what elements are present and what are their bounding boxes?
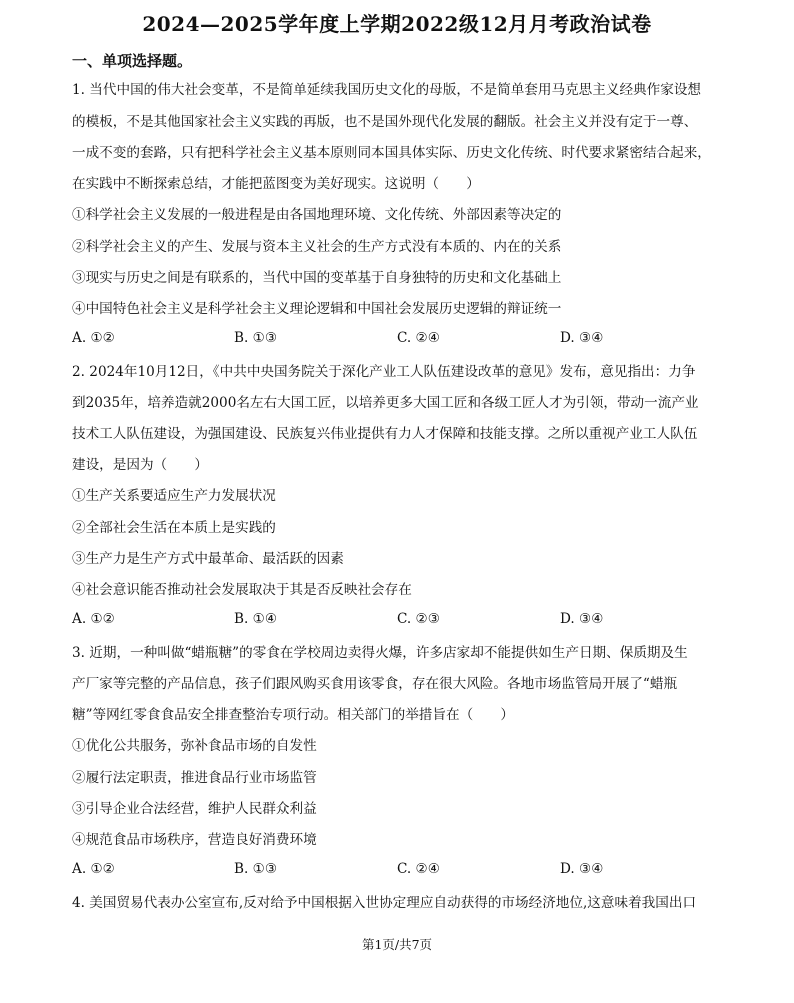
q2-option-b[interactable]: B. ①④ bbox=[234, 611, 278, 627]
q2-stem-line: 技术工人队伍建设，为强国建设、民族复兴伟业提供有力人才保障和技能支撑。之所以重视产业工人队伍 bbox=[72, 426, 698, 442]
q3-stem-line: 糖”等网红零食食品安全排查整治专项行动。相关部门的举措旨在（ ） bbox=[72, 707, 514, 723]
q1-stem-line: 的模板，不是其他国家社会主义实践的再版，也不是国外现代化发展的翻版。社会主义并没有定于一尊、 bbox=[72, 114, 698, 130]
q2-statement: ③生产力是生产方式中最革命、最活跃的因素 bbox=[72, 551, 344, 567]
q1-statement: ④中国特色社会主义是科学社会主义理论逻辑和中国社会发展历史逻辑的辩证统一 bbox=[72, 301, 562, 317]
section-heading: 一、单项选择题。 bbox=[72, 52, 193, 70]
q3-option-a[interactable]: A. ①② bbox=[72, 861, 115, 877]
q2-statement: ①生产关系要适应生产力发展状况 bbox=[72, 488, 276, 504]
q1-option-b[interactable]: B. ①③ bbox=[234, 330, 278, 346]
q1-stem-line: 一成不变的套路，只有把科学社会主义基本原则同本国具体实际、历史文化传统、时代要求紧密结合起来， bbox=[72, 145, 711, 161]
q2-options bbox=[72, 611, 732, 631]
q1-option-c[interactable]: C. ②④ bbox=[397, 330, 440, 346]
q3-option-c[interactable]: C. ②④ bbox=[397, 861, 440, 877]
q1-stem-line: 1. 当代中国的伟大社会变革，不是简单延续我国历史文化的母版，不是简单套用马克思主义经典作家设想 bbox=[72, 82, 702, 98]
q1-options bbox=[72, 330, 732, 350]
q1-statement: ①科学社会主义发展的一般进程是由各国地理环境、文化传统、外部因素等决定的 bbox=[72, 207, 562, 223]
q3-statement: ③引导企业合法经营，维护人民群众利益 bbox=[72, 801, 317, 817]
q3-statement: ②履行法定职责，推进食品行业市场监管 bbox=[72, 770, 317, 786]
q2-option-a[interactable]: A. ①② bbox=[72, 611, 115, 627]
q1-option-d[interactable]: D. ③④ bbox=[560, 330, 604, 346]
q1-option-a[interactable]: A. ①② bbox=[72, 330, 115, 346]
page-footer: 第1页/共7页 bbox=[361, 937, 433, 952]
q3-statement: ④规范食品市场秩序，营造良好消费环境 bbox=[72, 832, 317, 848]
q3-option-b[interactable]: B. ①③ bbox=[234, 861, 278, 877]
q1-stem-line: 在实践中不断探索总结，才能把蓝图变为美好现实。这说明（ ） bbox=[72, 176, 480, 192]
q4-stem-line: 4. 美国贸易代表办公室宣布,反对给予中国根据入世协定理应自动获得的市场经济地位,这意味着我国出口 bbox=[72, 895, 697, 911]
q2-stem-line: 2. 2024年10月12日，《中共中央国务院关于深化产业工人队伍建设改革的意见》发布，意见指出：力争 bbox=[72, 364, 696, 380]
q3-statement: ①优化公共服务，弥补食品市场的自发性 bbox=[72, 738, 317, 754]
q1-statement: ③现实与历史之间是有联系的，当代中国的变革基于自身独特的历史和文化基础上 bbox=[72, 270, 562, 286]
page-title: 2024—2025学年度上学期2022级12月月考政治试卷 bbox=[142, 12, 652, 36]
q1-statement: ②科学社会主义的产生、发展与资本主义社会的生产方式没有本质的、内在的关系 bbox=[72, 239, 562, 255]
q2-statement: ④社会意识能否推动社会发展取决于其是否反映社会存在 bbox=[72, 582, 412, 598]
q2-statement: ②全部社会生活在本质上是实践的 bbox=[72, 520, 276, 536]
q3-stem-line: 3. 近期，一种叫做“蜡瓶糖”的零食在学校周边卖得火爆，许多店家却不能提供如生产日期、保质期及生 bbox=[72, 645, 688, 661]
q3-option-d[interactable]: D. ③④ bbox=[560, 861, 604, 877]
q2-option-d[interactable]: D. ③④ bbox=[560, 611, 604, 627]
q3-options bbox=[72, 861, 732, 881]
q2-stem-line: 建设，是因为（ ） bbox=[72, 457, 208, 473]
q2-stem-line: 到2035年，培养造就2000名左右大国工匠，以培养更多大国工匠和各级工匠人才为引领，带动一流产业 bbox=[72, 395, 699, 411]
q2-option-c[interactable]: C. ②③ bbox=[397, 611, 440, 627]
q3-stem-line: 产厂家等完整的产品信息，孩子们跟风购买食用该零食，存在很大风险。各地市场监管局开展了“蜡瓶 bbox=[72, 676, 678, 692]
